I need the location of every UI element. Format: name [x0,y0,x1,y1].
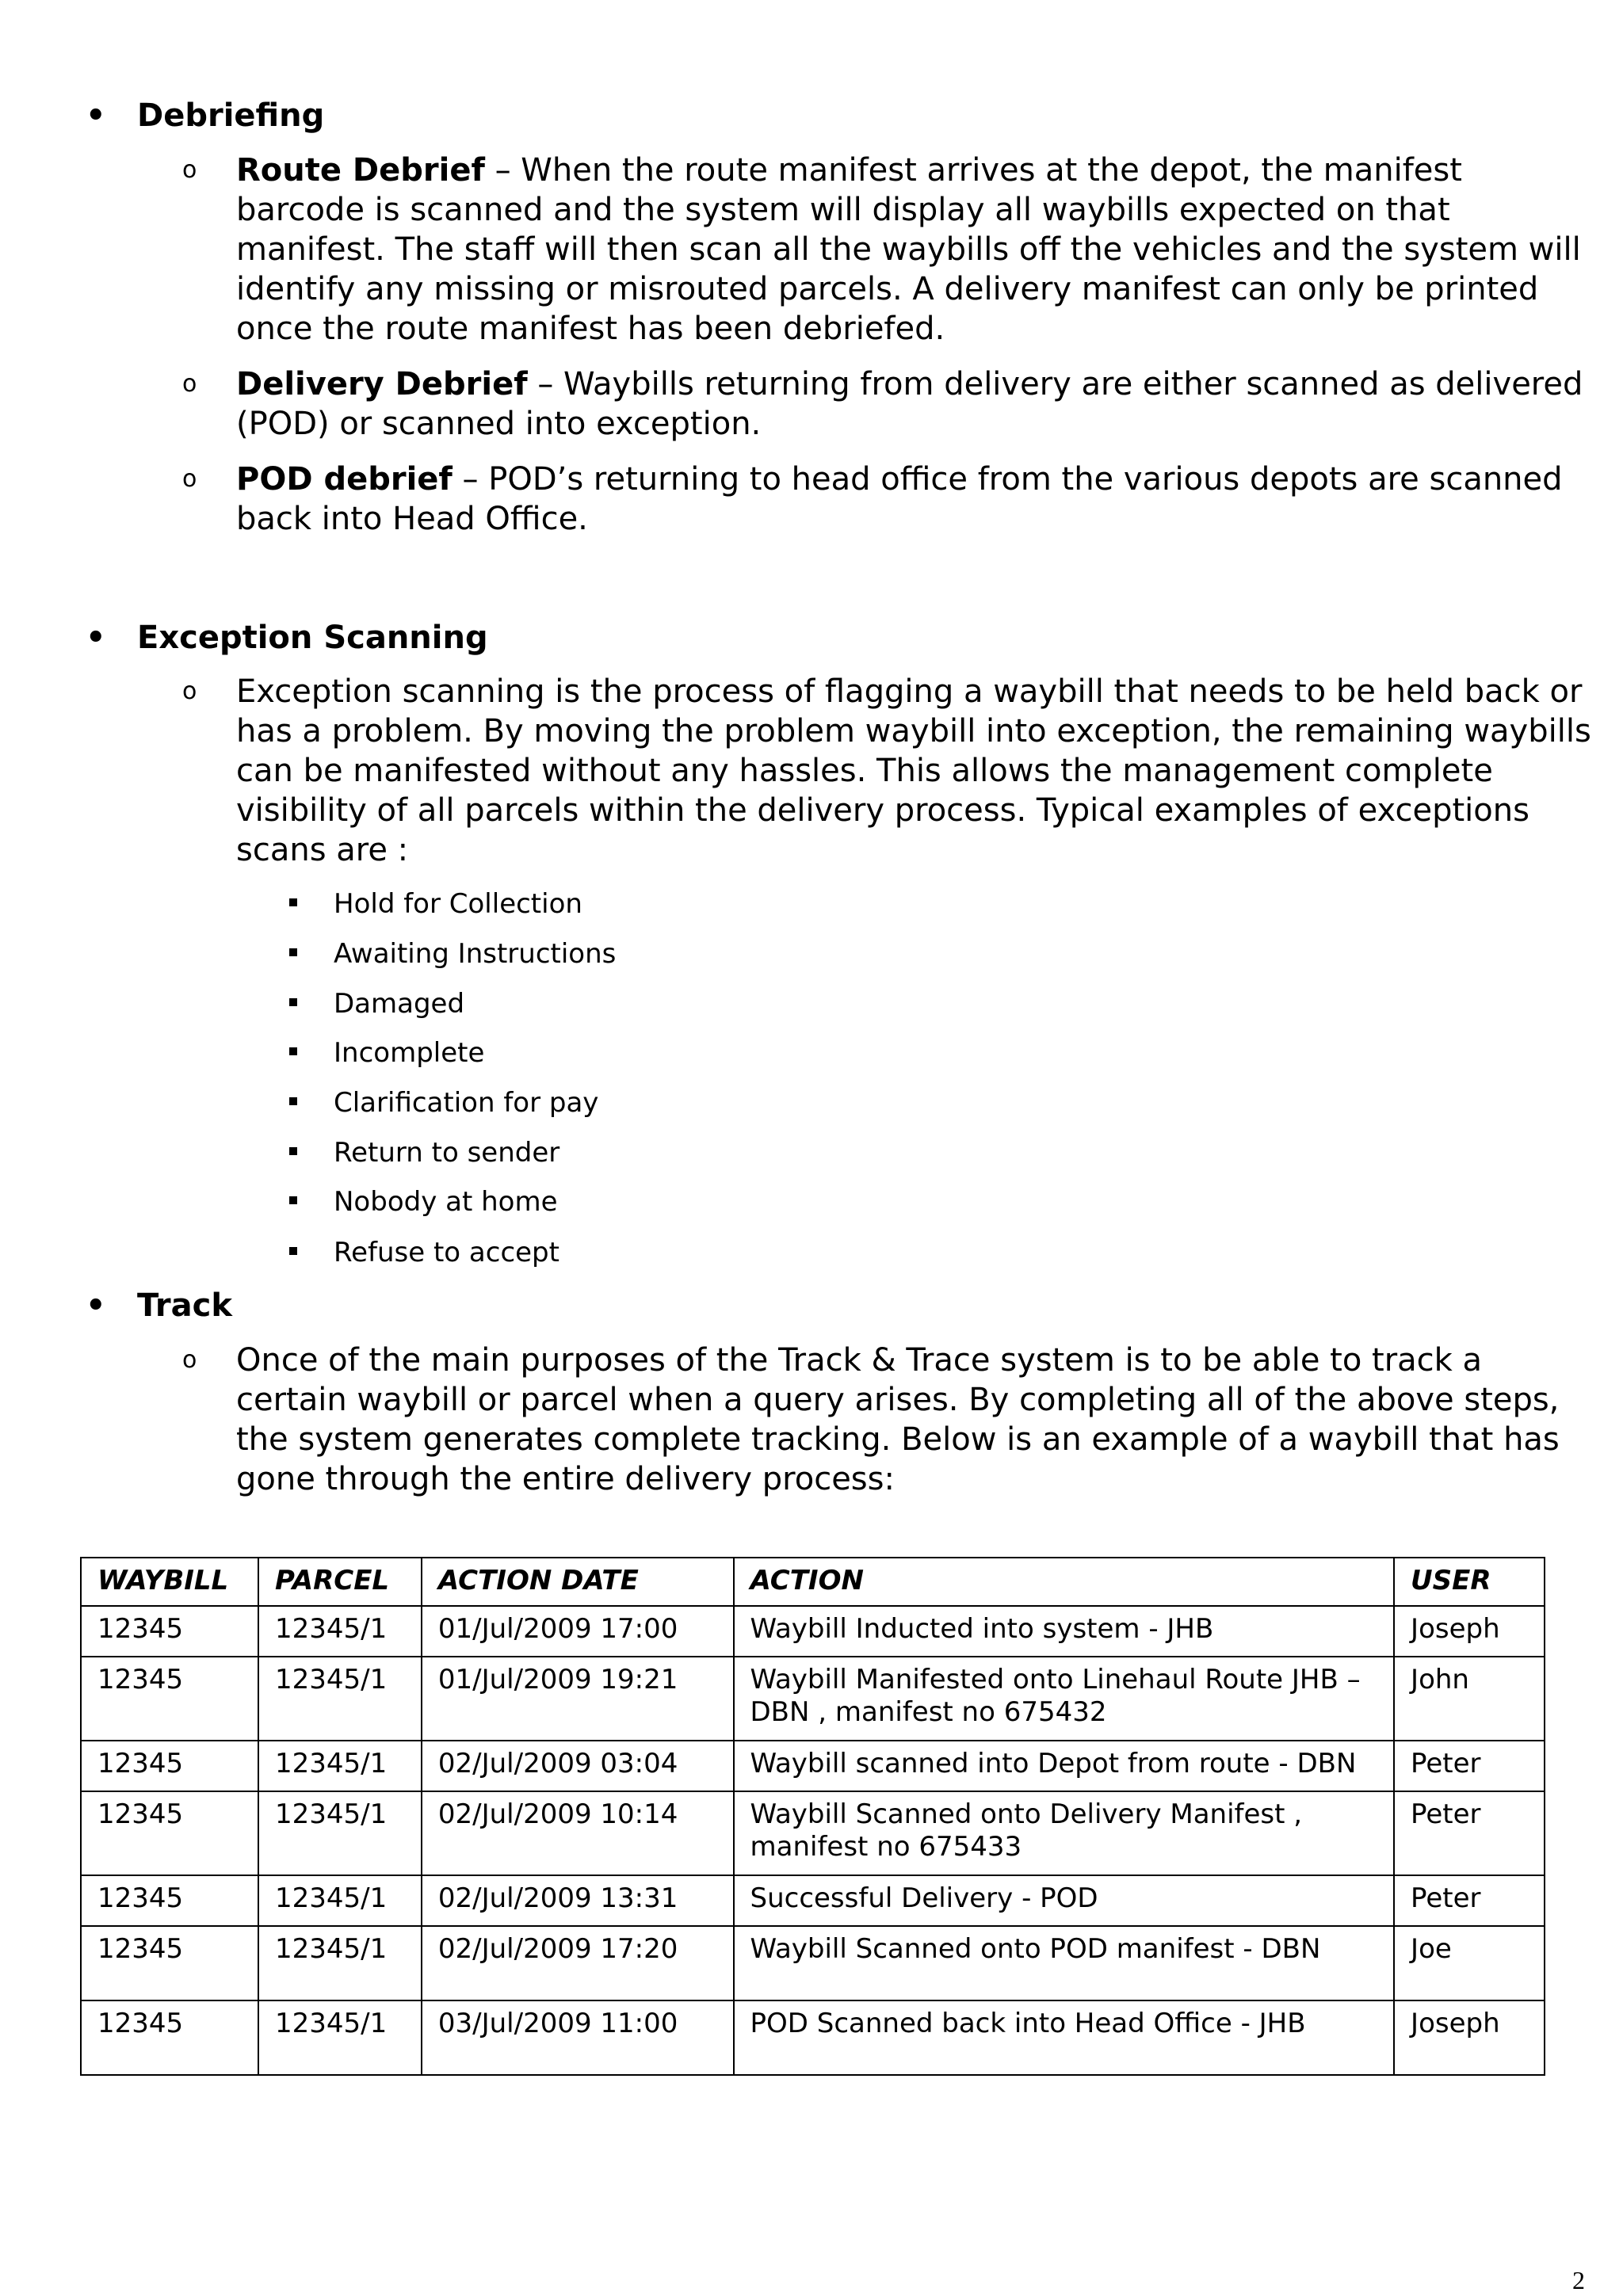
cell-user: Joe [1394,1926,1545,2000]
cell-parcel: 12345/1 [258,1657,422,1741]
cell-user: Peter [1394,1741,1545,1791]
col-header-parcel: PARCEL [258,1558,422,1606]
circle-bullet-icon: o [182,156,197,184]
table-row [81,2000,1545,2075]
cell-action-date: 02/Jul/2009 17:20 [422,1926,734,2000]
bullet-icon: • [86,97,106,134]
square-bullet-icon [289,1196,297,1204]
route-debrief-title: Route Debrief [236,152,485,189]
cell-waybill: 12345 [81,1657,258,1741]
cell-parcel: 12345/1 [258,1926,422,2000]
page-number: 2 [1572,2266,1585,2294]
cell-user: Joseph [1394,2000,1545,2075]
cell-parcel: 12345/1 [258,2000,422,2075]
cell-waybill: 12345 [81,1606,258,1657]
cell-user: Joseph [1394,1606,1545,1657]
cell-user: John [1394,1657,1545,1741]
cell-waybill: 12345 [81,1791,258,1875]
col-header-action: ACTION [734,1558,1395,1606]
circle-bullet-icon: o [182,677,197,705]
cell-action-date: 01/Jul/2009 19:21 [422,1657,734,1741]
tracking-table [80,1557,1545,2076]
square-bullet-icon [289,948,297,956]
pod-debrief-text: – POD’s returning to head office from the various depots are scanned back into Head Office. [236,461,1563,537]
circle-bullet-icon: o [182,465,197,493]
square-bullet-icon [289,1147,297,1155]
table-header-row [81,1558,1545,1606]
table-row [81,1875,1545,1926]
delivery-debrief-text: – Waybills returning from delivery are either scanned as delivered (POD) or scanned into exception. [236,366,1583,442]
circle-bullet-icon: o [182,1346,197,1374]
cell-action-date: 02/Jul/2009 13:31 [422,1875,734,1926]
square-bullet-icon [289,998,297,1006]
cell-action-date: 01/Jul/2009 17:00 [422,1606,734,1657]
cell-parcel: 12345/1 [258,1875,422,1926]
route-debrief-text: – When the route manifest arrives at the depot, the manifest barcode is scanned and the system will display all waybills expected on that manifest. The staff will then scan all the waybills off the vehicles and the system will identify any missing or misrouted parcels. A delivery manifest can only be printed once the route manifest has been debriefed. [236,152,1581,347]
table-row [81,1926,1545,2000]
cell-action: Waybill Scanned onto POD manifest - DBN [734,1926,1395,2000]
table-row [81,1741,1545,1791]
table-row [81,1657,1545,1741]
cell-action: Waybill Manifested onto Linehaul Route JHB – DBN , manifest no 675432 [734,1657,1395,1741]
cell-parcel: 12345/1 [258,1606,422,1657]
cell-user: Peter [1394,1875,1545,1926]
circle-bullet-icon: o [182,370,197,398]
cell-waybill: 12345 [81,1741,258,1791]
square-bullet-icon [289,1247,297,1255]
cell-action: Waybill Scanned onto Delivery Manifest , manifest no 675433 [734,1791,1395,1875]
cell-parcel: 12345/1 [258,1741,422,1791]
table-row [81,1606,1545,1657]
col-header-user: USER [1394,1558,1545,1606]
cell-user: Peter [1394,1791,1545,1875]
cell-action-date: 02/Jul/2009 03:04 [422,1741,734,1791]
col-header-waybill: WAYBILL [81,1558,258,1606]
square-bullet-icon [289,1047,297,1055]
cell-waybill: 12345 [81,1926,258,2000]
cell-action: Waybill scanned into Depot from route - DBN [734,1741,1395,1791]
cell-action: Waybill Inducted into system - JHB [734,1606,1395,1657]
cell-waybill: 12345 [81,1875,258,1926]
cell-waybill: 12345 [81,2000,258,2075]
cell-action: Successful Delivery - POD [734,1875,1395,1926]
table-row [81,1791,1545,1875]
col-header-action-date: ACTION DATE [422,1558,734,1606]
cell-parcel: 12345/1 [258,1791,422,1875]
square-bullet-icon [289,1097,297,1105]
cell-action: POD Scanned back into Head Office - JHB [734,2000,1395,2075]
bullet-icon: • [86,620,106,656]
cell-action-date: 02/Jul/2009 10:14 [422,1791,734,1875]
cell-action-date: 03/Jul/2009 11:00 [422,2000,734,2075]
pod-debrief-title: POD debrief [236,461,453,498]
square-bullet-icon [289,898,297,906]
delivery-debrief-title: Delivery Debrief [236,366,528,402]
bullet-icon: • [86,1287,106,1324]
